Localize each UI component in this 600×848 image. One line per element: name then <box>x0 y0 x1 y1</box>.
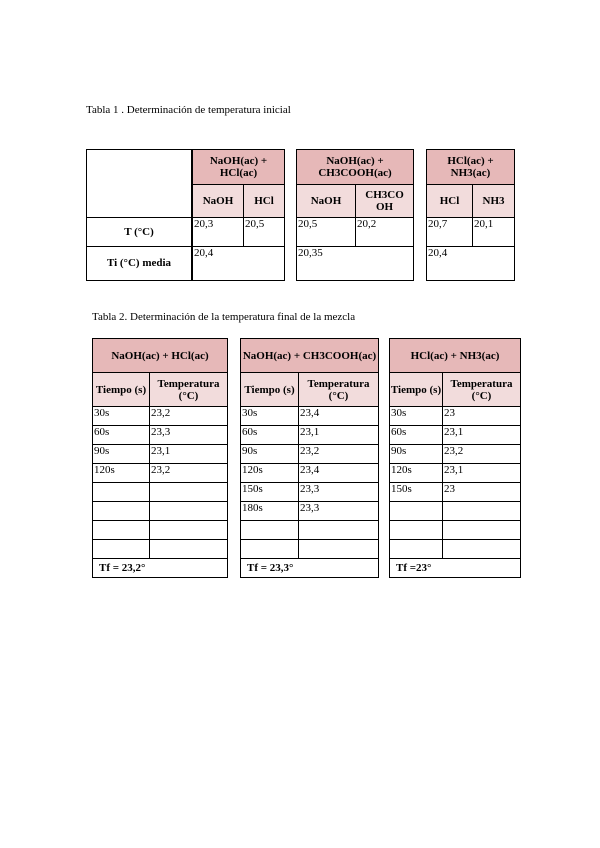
table1-group-naoh-ch3cooh <box>296 149 414 281</box>
temp-cell <box>150 502 228 521</box>
table2-group-hcl-nh3 <box>389 338 521 578</box>
sub-header: HCl <box>244 185 285 218</box>
temp-cell: 23,2 <box>443 445 521 464</box>
time-cell: 60s <box>93 426 150 445</box>
time-cell <box>93 521 150 540</box>
time-cell <box>390 540 443 559</box>
sub-header: HCl <box>427 185 473 218</box>
temp-cell: 23,1 <box>443 464 521 483</box>
tf-cell: Tf =23° <box>390 559 521 578</box>
time-cell: 150s <box>241 483 299 502</box>
time-cell: 120s <box>241 464 299 483</box>
empty-corner-cell <box>87 150 192 218</box>
sub-header: NaOH <box>193 185 244 218</box>
time-cell <box>241 540 299 559</box>
ti-value: 20,35 <box>297 247 414 281</box>
temp-cell: 23,3 <box>299 502 379 521</box>
tf-cell: Tf = 23,3° <box>241 559 379 578</box>
row-label-ti: Ti (°C) media <box>87 247 192 281</box>
time-cell <box>390 502 443 521</box>
time-cell: 90s <box>93 445 150 464</box>
time-cell: 30s <box>93 407 150 426</box>
time-col-header: Tiempo (s) <box>93 373 150 407</box>
time-cell: 30s <box>390 407 443 426</box>
t-value: 20,7 <box>427 218 473 247</box>
temp-col-header: Temperatura (°C) <box>299 373 379 407</box>
table1-group-hcl-nh3 <box>426 149 515 281</box>
temp-cell: 23,3 <box>299 483 379 502</box>
sub-header: CH3CO OH <box>356 185 414 218</box>
temp-cell: 23,1 <box>443 426 521 445</box>
group-header: NaOH(ac) + CH3COOH(ac) <box>241 339 379 373</box>
table1-label-column <box>86 149 192 281</box>
time-cell <box>93 483 150 502</box>
t-value: 20,5 <box>244 218 285 247</box>
table2-caption: Tabla 2. Determinación de la temperatura final de la mezcla <box>92 311 356 323</box>
temp-cell <box>299 521 379 540</box>
temp-cell: 23,4 <box>299 464 379 483</box>
time-cell: 150s <box>390 483 443 502</box>
time-cell: 120s <box>93 464 150 483</box>
temp-col-header: Temperatura (°C) <box>150 373 228 407</box>
temp-cell: 23,3 <box>150 426 228 445</box>
time-cell: 90s <box>390 445 443 464</box>
temp-cell <box>443 502 521 521</box>
group-header: NaOH(ac) + CH3COOH(ac) <box>297 150 414 185</box>
temp-cell <box>150 483 228 502</box>
time-cell: 60s <box>390 426 443 445</box>
time-cell <box>93 540 150 559</box>
table2-group-naoh-ch3cooh <box>240 338 379 578</box>
temp-cell: 23,2 <box>299 445 379 464</box>
table1-caption: Tabla 1 . Determinación de temperatura inicial <box>86 104 291 116</box>
time-col-header: Tiempo (s) <box>390 373 443 407</box>
t-value: 20,1 <box>473 218 515 247</box>
temp-cell: 23,2 <box>150 464 228 483</box>
group-header: HCl(ac) + NH3(ac) <box>390 339 521 373</box>
t-value: 20,5 <box>297 218 356 247</box>
temp-cell <box>150 521 228 540</box>
time-cell: 60s <box>241 426 299 445</box>
sub-header: NH3 <box>473 185 515 218</box>
time-cell: 120s <box>390 464 443 483</box>
temp-cell <box>150 540 228 559</box>
temp-cell <box>299 540 379 559</box>
time-cell: 30s <box>241 407 299 426</box>
temp-cell: 23,1 <box>150 445 228 464</box>
sub-header: NaOH <box>297 185 356 218</box>
t-value: 20,2 <box>356 218 414 247</box>
temp-cell <box>443 540 521 559</box>
group-header: NaOH(ac) + HCl(ac) <box>93 339 228 373</box>
group-header: NaOH(ac) + HCl(ac) <box>193 150 285 185</box>
table1-group-naoh-hcl <box>192 149 285 281</box>
time-col-header: Tiempo (s) <box>241 373 299 407</box>
t-value: 20,3 <box>193 218 244 247</box>
time-cell: 90s <box>241 445 299 464</box>
temp-cell: 23 <box>443 483 521 502</box>
time-cell <box>93 502 150 521</box>
temp-cell <box>443 521 521 540</box>
time-cell <box>390 521 443 540</box>
group-header: HCl(ac) + NH3(ac) <box>427 150 515 185</box>
row-label-t: T (°C) <box>87 218 192 247</box>
ti-value: 20,4 <box>427 247 515 281</box>
time-cell <box>241 521 299 540</box>
table2-group-naoh-hcl <box>92 338 228 578</box>
time-cell: 180s <box>241 502 299 521</box>
temp-cell: 23,4 <box>299 407 379 426</box>
temp-cell: 23,1 <box>299 426 379 445</box>
temp-col-header: Temperatura (°C) <box>443 373 521 407</box>
temp-cell: 23,2 <box>150 407 228 426</box>
ti-value: 20,4 <box>193 247 285 281</box>
temp-cell: 23 <box>443 407 521 426</box>
tf-cell: Tf = 23,2° <box>93 559 228 578</box>
